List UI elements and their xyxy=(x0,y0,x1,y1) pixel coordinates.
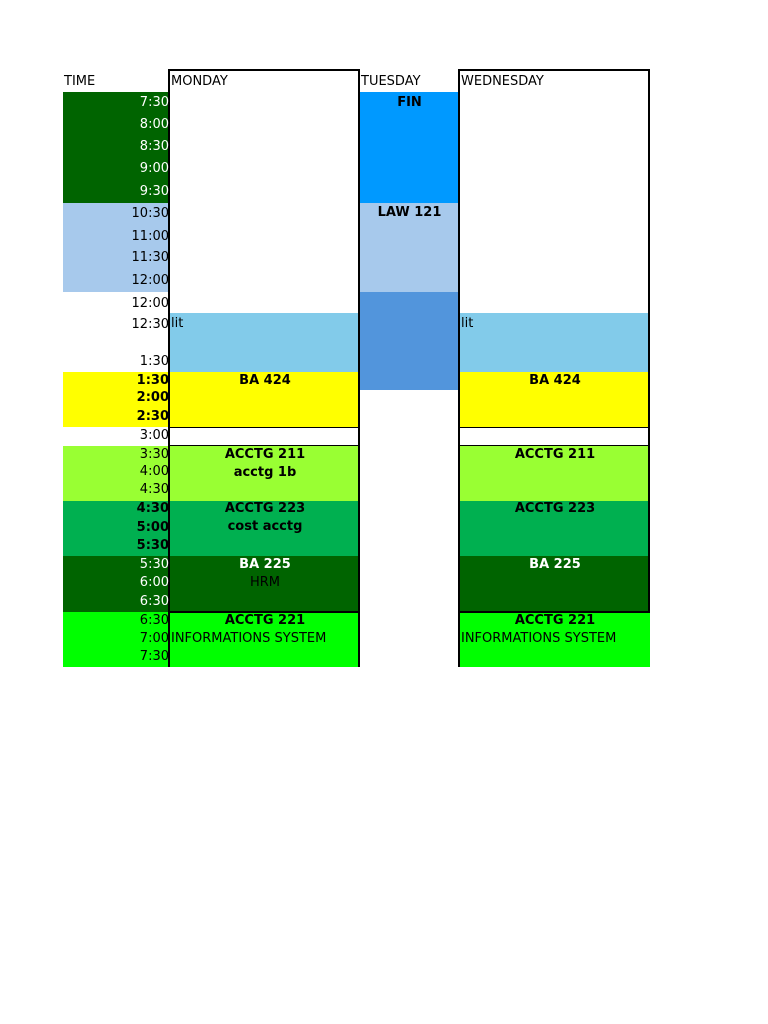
time-label: 5:30 xyxy=(136,538,169,553)
wednesday-lit-label: lit xyxy=(461,316,474,331)
time-label: 11:00 xyxy=(131,229,169,244)
monday-3pm-row xyxy=(169,427,359,446)
time-label: 5:30 xyxy=(139,557,169,572)
monday-acctg221-label: ACCTG 221 xyxy=(224,613,306,628)
time-label: 4:00 xyxy=(139,464,169,479)
time-label: 9:00 xyxy=(139,161,169,176)
wednesday-left-border xyxy=(458,69,460,667)
time-label: 9:30 xyxy=(139,184,169,199)
tuesday-law121-label: LAW 121 xyxy=(377,205,442,220)
monday-ba424-label: BA 424 xyxy=(239,373,291,388)
monday-acctg211-label: ACCTG 211 xyxy=(224,447,306,462)
time-label: 3:00 xyxy=(139,428,169,443)
time-label: 12:00 xyxy=(131,296,169,311)
time-label: 7:30 xyxy=(139,649,169,664)
monday-hrm-label: HRM xyxy=(249,575,281,590)
wednesday-acctg221-label: ACCTG 221 xyxy=(514,613,596,628)
time-label: 8:30 xyxy=(139,139,169,154)
monday-header: MONDAY xyxy=(171,74,228,89)
monday-lit-block xyxy=(170,313,360,372)
time-label: 10:30 xyxy=(131,206,169,221)
monday-acctg223-label: ACCTG 223 xyxy=(224,501,306,516)
time-label: 4:30 xyxy=(136,501,169,516)
wednesday-lit-block xyxy=(460,313,650,372)
time-label: 6:30 xyxy=(139,594,169,609)
monday-acctg1b-label: acctg 1b xyxy=(233,465,297,480)
wednesday-acctg223-label: ACCTG 223 xyxy=(514,501,596,516)
time-label: 7:30 xyxy=(139,95,169,110)
monday-infosys-label: INFORMATIONS SYSTEM xyxy=(171,631,327,646)
time-label: 4:30 xyxy=(139,482,169,497)
wednesday-ba424-label: BA 424 xyxy=(529,373,581,388)
monday-top-border xyxy=(169,69,360,71)
time-label: 2:00 xyxy=(136,390,169,405)
wednesday-3pm-row xyxy=(459,427,649,446)
monday-costacctg-label: cost acctg xyxy=(227,519,303,534)
time-label: 7:00 xyxy=(139,631,169,646)
time-label: 1:30 xyxy=(139,354,169,369)
wednesday-ba225-label: BA 225 xyxy=(529,557,581,572)
tuesday-fin-label: FIN xyxy=(397,95,422,110)
time-header: TIME xyxy=(64,74,96,89)
wednesday-acctg211-label: ACCTG 211 xyxy=(514,447,596,462)
wednesday-header: WEDNESDAY xyxy=(461,74,544,89)
time-label: 8:00 xyxy=(139,117,169,132)
wednesday-infosys-label: INFORMATIONS SYSTEM xyxy=(461,631,617,646)
time-label: 2:30 xyxy=(136,409,169,424)
time-label: 5:00 xyxy=(136,520,169,535)
time-label: 12:30 xyxy=(131,317,169,332)
time-label: 11:30 xyxy=(131,250,169,265)
wednesday-top-border xyxy=(459,69,650,71)
tuesday-header: TUESDAY xyxy=(361,74,421,89)
time-label: 6:00 xyxy=(139,575,169,590)
time-label: 3:30 xyxy=(139,447,169,462)
time-label: 6:30 xyxy=(139,613,169,628)
monday-ba225-label: BA 225 xyxy=(239,557,291,572)
time-label: 1:30 xyxy=(136,373,169,388)
wednesday-right-border xyxy=(648,69,650,612)
tuesday-afternoon-block xyxy=(360,292,459,390)
time-label: 12:00 xyxy=(131,273,169,288)
monday-lit-label: lit xyxy=(171,316,184,331)
